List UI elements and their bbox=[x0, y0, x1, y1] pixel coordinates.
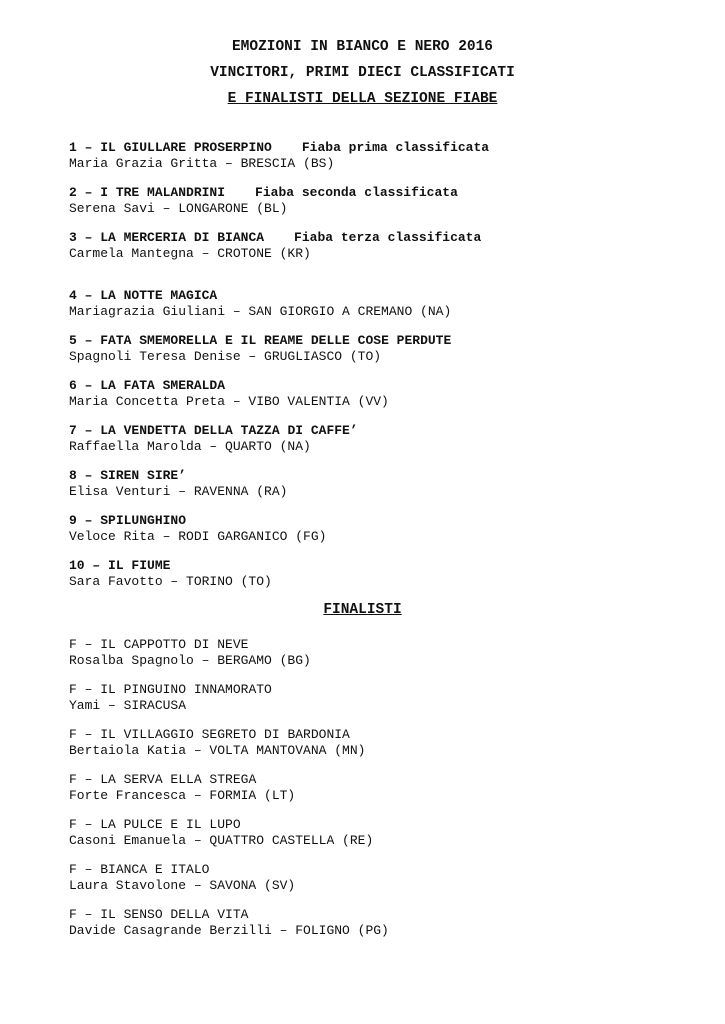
winner-rank: 6 – bbox=[69, 378, 100, 393]
winner-title-line bbox=[69, 378, 709, 394]
winner-title: SPILUNGHINO bbox=[100, 513, 187, 528]
winner-author: Mariagrazia Giuliani – SAN GIORGIO A CREMANO (NA) bbox=[69, 303, 452, 319]
finalist-title: IL CAPPOTTO DI NEVE bbox=[100, 637, 249, 652]
finalist-entry bbox=[69, 727, 709, 758]
winner-title: I TRE MALANDRINI bbox=[100, 185, 226, 200]
winner-award: Fiaba seconda classificata bbox=[255, 185, 458, 200]
finalist-entry bbox=[69, 772, 709, 803]
finalist-prefix: F – bbox=[69, 817, 100, 832]
finalist-prefix: F – bbox=[69, 682, 100, 697]
finalist-title: BIANCA E ITALO bbox=[100, 862, 210, 877]
finalist-author: Forte Francesca – FORMIA (LT) bbox=[69, 787, 296, 803]
winner-entry bbox=[69, 288, 709, 319]
finalist-entry bbox=[69, 862, 709, 893]
finalist-title-line bbox=[69, 817, 709, 833]
header-title-line-1: EMOZIONI IN BIANCO E NERO 2016 bbox=[231, 39, 494, 55]
finalist-title: IL VILLAGGIO SEGRETO DI BARDONIA bbox=[100, 727, 350, 742]
winner-award: Fiaba prima classificata bbox=[301, 140, 490, 155]
winner-rank: 2 – bbox=[69, 185, 100, 200]
winner-rank: 5 – bbox=[69, 333, 100, 348]
finalist-entry bbox=[69, 682, 709, 713]
header-title-line-3: E FINALISTI DELLA SEZIONE FIABE bbox=[227, 91, 498, 107]
finalist-entry bbox=[69, 637, 709, 668]
winner-rank: 8 – bbox=[69, 468, 100, 483]
winner-author: Raffaella Marolda – QUARTO (NA) bbox=[69, 438, 311, 454]
winner-title: LA VENDETTA DELLA TAZZA DI CAFFE’ bbox=[100, 423, 358, 438]
winner-title-line bbox=[69, 140, 709, 156]
finalist-prefix: F – bbox=[69, 862, 100, 877]
finalist-title-line bbox=[69, 682, 709, 698]
winner-author: Carmela Mantegna – CROTONE (KR) bbox=[69, 245, 311, 261]
finalist-title: IL PINGUINO INNAMORATO bbox=[100, 682, 272, 697]
winner-author: Sara Favotto – TORINO (TO) bbox=[69, 573, 272, 589]
winner-entry bbox=[69, 185, 709, 216]
winner-rank: 9 – bbox=[69, 513, 100, 528]
finalist-author: Davide Casagrande Berzilli – FOLIGNO (PG) bbox=[69, 922, 389, 938]
winner-title-line bbox=[69, 513, 709, 529]
finalist-prefix: F – bbox=[69, 772, 100, 787]
finalist-prefix: F – bbox=[69, 727, 100, 742]
winner-title-line bbox=[69, 558, 709, 574]
winner-award: Fiaba terza classificata bbox=[294, 230, 482, 245]
winner-rank: 10 – bbox=[69, 558, 108, 573]
winner-title-line bbox=[69, 185, 709, 201]
winner-title: IL GIULLARE PROSERPINO bbox=[100, 140, 272, 155]
finalist-author: Bertaiola Katia – VOLTA MANTOVANA (MN) bbox=[69, 742, 366, 758]
finalist-prefix: F – bbox=[69, 907, 100, 922]
winner-title-line bbox=[69, 333, 709, 349]
winner-rank: 1 – bbox=[69, 140, 100, 155]
finalisti-heading: FINALISTI bbox=[323, 602, 402, 618]
finalist-author: Rosalba Spagnolo – BERGAMO (BG) bbox=[69, 652, 311, 668]
winner-entry bbox=[69, 230, 709, 261]
winner-rank: 4 – bbox=[69, 288, 100, 303]
header-title-line-2: VINCITORI, PRIMI DIECI CLASSIFICATI bbox=[210, 65, 515, 81]
winner-title: FATA SMEMORELLA E IL REAME DELLE COSE PERDUTE bbox=[100, 333, 452, 348]
winner-author: Maria Concetta Preta – VIBO VALENTIA (VV) bbox=[69, 393, 389, 409]
finalist-author: Laura Stavolone – SAVONA (SV) bbox=[69, 877, 296, 893]
winner-title-line bbox=[69, 468, 709, 484]
winner-entry bbox=[69, 140, 709, 171]
winner-entry bbox=[69, 558, 709, 589]
winner-author: Veloce Rita – RODI GARGANICO (FG) bbox=[69, 528, 327, 544]
winner-author: Maria Grazia Gritta – BRESCIA (BS) bbox=[69, 155, 335, 171]
finalist-title-line bbox=[69, 907, 709, 923]
winner-author: Spagnoli Teresa Denise – GRUGLIASCO (TO) bbox=[69, 348, 382, 364]
winner-author: Serena Savi – LONGARONE (BL) bbox=[69, 200, 288, 216]
finalist-title: LA PULCE E IL LUPO bbox=[100, 817, 241, 832]
winner-entry bbox=[69, 333, 709, 364]
document-header bbox=[0, 34, 725, 112]
winner-author: Elisa Venturi – RAVENNA (RA) bbox=[69, 483, 288, 499]
finalist-title-line bbox=[69, 772, 709, 788]
winner-entry bbox=[69, 468, 709, 499]
winner-rank: 7 – bbox=[69, 423, 100, 438]
winner-title: SIREN SIRE’ bbox=[100, 468, 187, 483]
finalist-title: LA SERVA ELLA STREGA bbox=[100, 772, 257, 787]
winner-title-line bbox=[69, 423, 709, 439]
finalist-title-line bbox=[69, 637, 709, 653]
winner-title: LA FATA SMERALDA bbox=[100, 378, 226, 393]
winner-entry bbox=[69, 423, 709, 454]
finalist-author: Casoni Emanuela – QUATTRO CASTELLA (RE) bbox=[69, 832, 374, 848]
finalist-author: Yami – SIRACUSA bbox=[69, 697, 187, 713]
winner-entry bbox=[69, 513, 709, 544]
winner-title: LA MERCERIA DI BIANCA bbox=[100, 230, 265, 245]
winner-title-line bbox=[69, 288, 709, 304]
winners-list bbox=[69, 140, 709, 603]
finalist-entry bbox=[69, 817, 709, 848]
finalist-title-line bbox=[69, 862, 709, 878]
winner-entry bbox=[69, 378, 709, 409]
winner-rank: 3 – bbox=[69, 230, 100, 245]
winner-title-line bbox=[69, 230, 709, 246]
finalist-prefix: F – bbox=[69, 637, 100, 652]
finalist-title: IL SENSO DELLA VITA bbox=[100, 907, 249, 922]
winner-title: IL FIUME bbox=[108, 558, 171, 573]
finalist-title-line bbox=[69, 727, 709, 743]
finalist-entry bbox=[69, 907, 709, 938]
winner-title: LA NOTTE MAGICA bbox=[100, 288, 218, 303]
finalists-list bbox=[69, 637, 709, 952]
